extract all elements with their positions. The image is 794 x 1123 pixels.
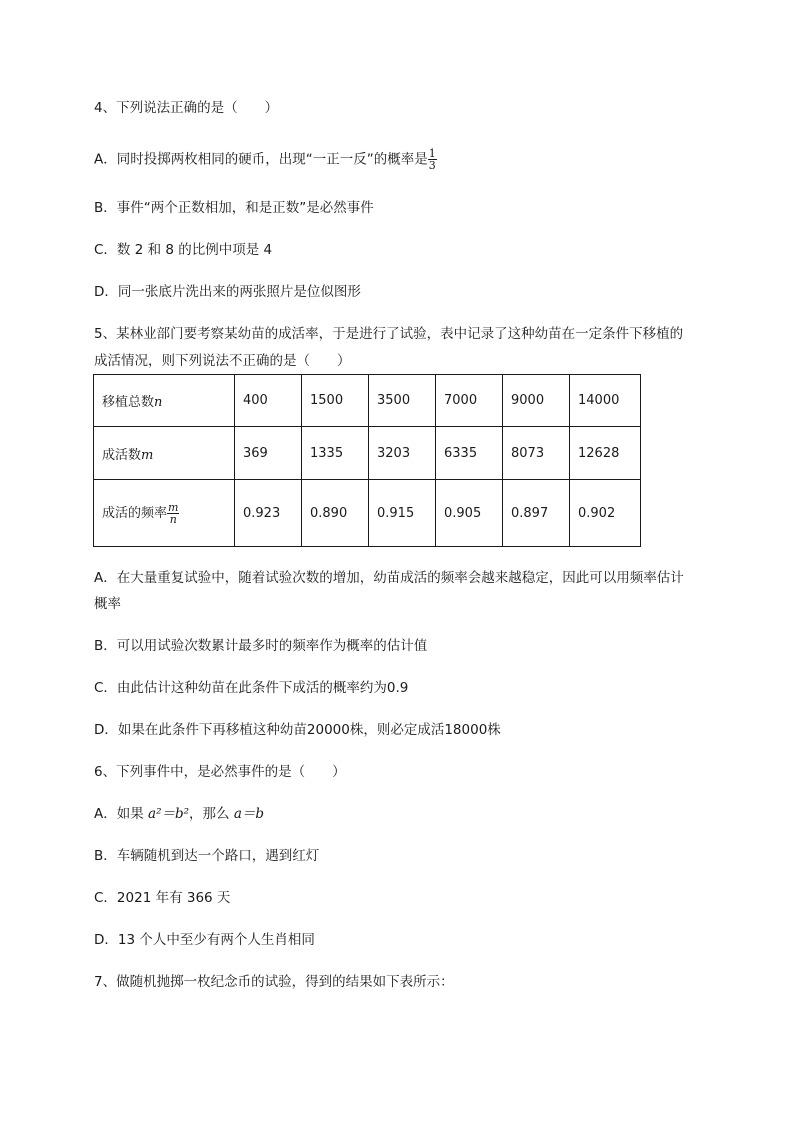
table-cell: 3203	[369, 427, 436, 480]
q5-option-b: B．可以用试验次数累计最多时的频率作为概率的估计值	[94, 638, 428, 654]
table-row-header: 成活数m	[94, 427, 235, 480]
table-cell: 1500	[302, 375, 369, 427]
table-cell: 0.905	[436, 480, 503, 547]
table-cell: 0.915	[369, 480, 436, 547]
table-cell: 6335	[436, 427, 503, 480]
q4-option-a-fraction	[428, 148, 437, 171]
table-cell: 7000	[436, 375, 503, 427]
table-cell: 0.902	[570, 480, 641, 547]
table-cell: 1335	[302, 427, 369, 480]
q4-stem: 4、下列说法正确的是（ ）	[94, 100, 279, 116]
table-cell: 8073	[503, 427, 570, 480]
variable-n: n	[154, 395, 163, 410]
q7-stem: 7、做随机抛掷一枚纪念币的试验，得到的结果如下表所示：	[94, 974, 454, 990]
table-row-transplant-total	[94, 375, 641, 427]
q6-option-d: D．13 个人中至少有两个人生肖相同	[94, 932, 315, 948]
fraction-numerator: m	[168, 500, 179, 514]
q5-data-table	[93, 374, 641, 547]
table-cell: 14000	[570, 375, 641, 427]
frequency-fraction	[167, 502, 179, 525]
q5-stem-line1: 5、某林业部门要考察某幼苗的成活率，于是进行了试验，表中记录了这种幼苗在一定条件下移植的	[94, 326, 684, 342]
table-cell: 9000	[503, 375, 570, 427]
q4-option-d: D．同一张底片洗出来的两张照片是位似图形	[94, 284, 361, 300]
q6-option-c: C．2021 年有 366 天	[94, 890, 231, 906]
table-cell: 0.923	[235, 480, 302, 547]
table-row-header: 成活的频率 $\frac{m}{n}$	[94, 480, 235, 547]
q6-option-a	[94, 804, 264, 824]
q6-option-b: B．车辆随机到达一个路口，遇到红灯	[94, 848, 320, 864]
table-row-frequency	[94, 480, 641, 547]
q4-option-a-text: A．同时投掷两枚相同的硬币，出现“一正一反”的概率是	[94, 151, 428, 168]
q6-option-a-middle: ，那么	[189, 806, 234, 822]
q4-fraction-numerator: 1	[428, 147, 436, 160]
fraction-denominator: n	[169, 512, 177, 526]
variable-m: m	[141, 447, 154, 463]
q6-stem: 6、下列事件中，是必然事件的是（ ）	[94, 764, 346, 780]
q5-option-a-line1: A．在大量重复试验中，随着试验次数的增加，幼苗成活的频率会越来越稳定，因此可以用频率估计	[94, 570, 684, 586]
q4-option-b: B．事件“两个正数相加，和是正数”是必然事件	[94, 200, 374, 216]
q5-option-a-line2: 概率	[94, 596, 121, 612]
q5-stem-line2: 成活情况，则下列说法不正确的是（ ）	[94, 353, 351, 369]
table-row-header: 移植总数n	[94, 375, 235, 427]
q4-option-c: C．数 2 和 8 的比例中项是 4	[94, 242, 273, 258]
table-cell: 0.897	[503, 480, 570, 547]
q6-option-a-prefix: A．如果	[94, 806, 149, 822]
table-cell: 12628	[570, 427, 641, 480]
q6-equation-squares: a²＝b²	[148, 806, 190, 822]
table-cell: 400	[235, 375, 302, 427]
table-row-survived	[94, 427, 641, 480]
table-cell: 0.890	[302, 480, 369, 547]
q4-fraction-denominator: 3	[428, 159, 436, 172]
table-cell: 369	[235, 427, 302, 480]
q5-option-d: D．如果在此条件下再移植这种幼苗20000株，则必定成活18000株	[94, 722, 501, 738]
q5-option-c: C．由此估计这种幼苗在此条件下成活的概率约为0.9	[94, 680, 409, 696]
table-cell: 3500	[369, 375, 436, 427]
q4-option-a	[94, 148, 437, 171]
q6-equation-equal: a＝b	[233, 806, 265, 822]
